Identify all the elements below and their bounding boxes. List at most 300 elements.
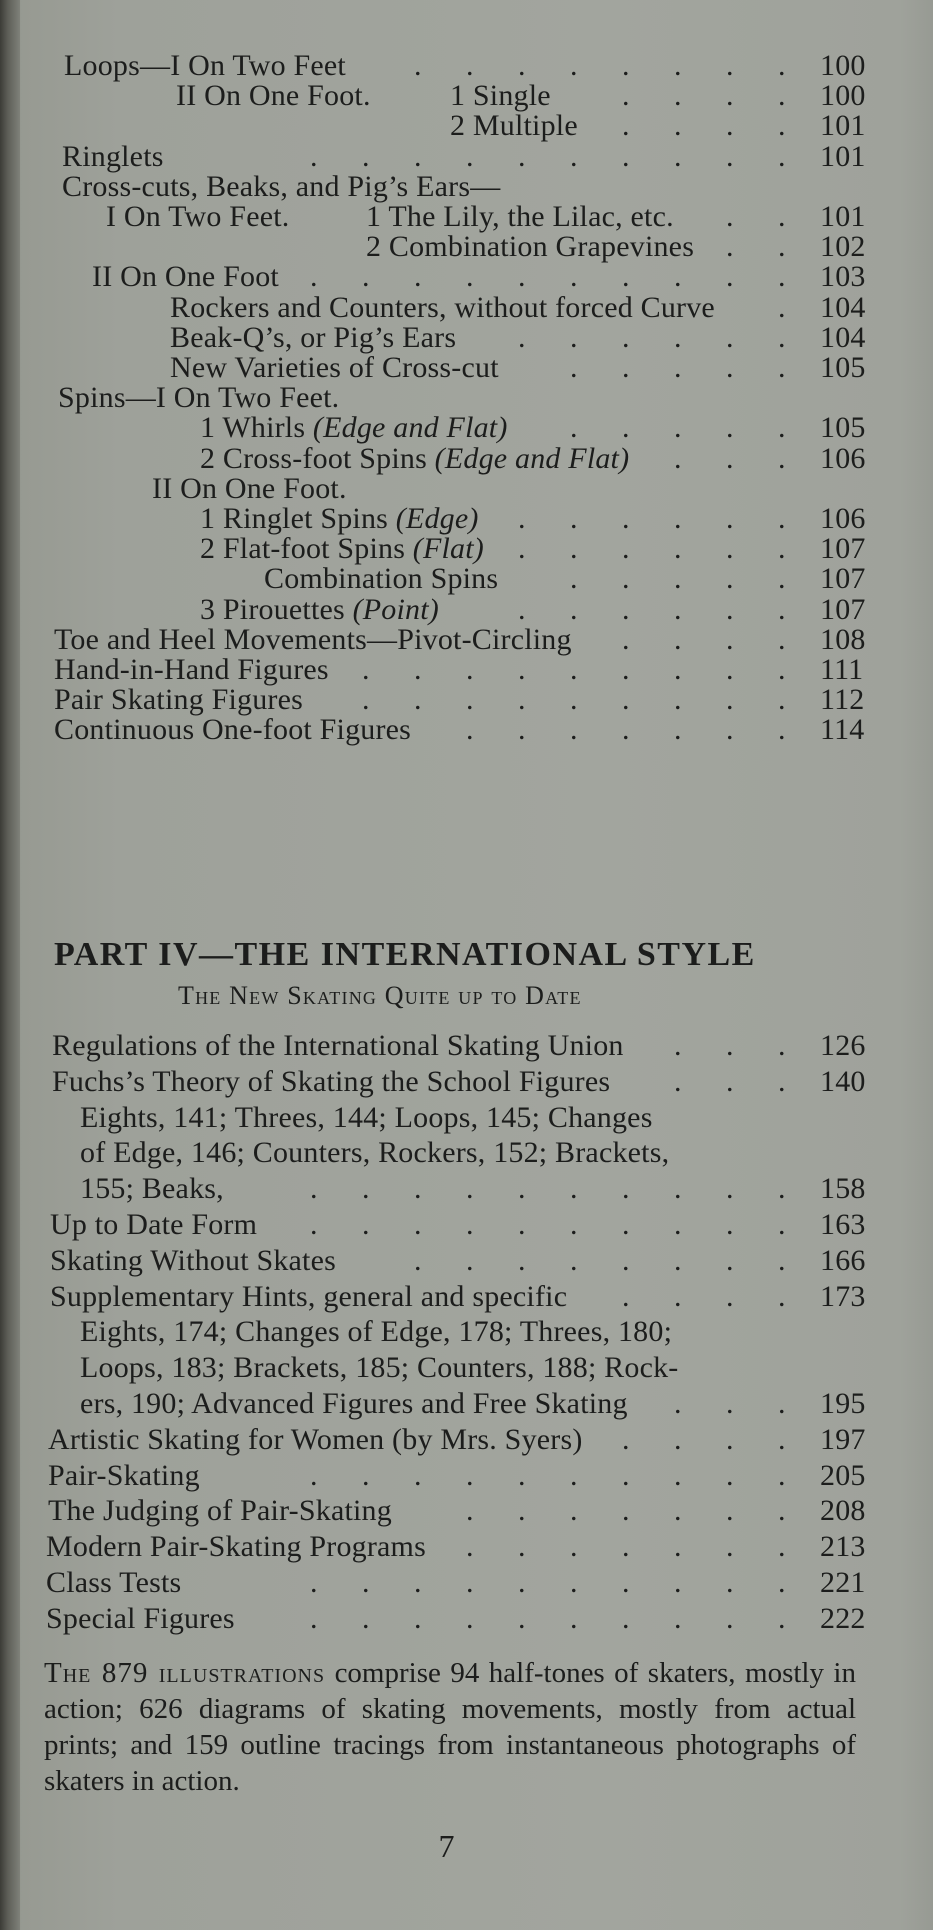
toc-entry-title: Class Tests <box>46 1566 182 1599</box>
illustrations-note <box>44 1655 856 1799</box>
toc-entry-title: Continuous One-foot Figures <box>54 713 412 747</box>
leader-dot: . <box>570 1601 578 1635</box>
leader-dot: . <box>674 1279 682 1313</box>
toc-entry-title: Toe and Heel Movements—Pivot-Circling <box>54 622 572 656</box>
leader-dot: . <box>622 260 630 294</box>
toc-entry-page: 102 <box>820 230 866 264</box>
toc-entry <box>0 1207 900 1243</box>
leader-dot: . <box>310 139 318 173</box>
toc-entry-subitem: 2 Combination Grapevines <box>366 230 695 264</box>
leader-dot: . <box>674 79 682 113</box>
illustrations-note-body: comprise 94 half-tones of skaters, mostly in action; 626 diagrams of skating movements, mostly from actual prints; and 159 outline tracings from instantaneous photographs of skaters in action. <box>44 1657 856 1797</box>
toc-entry <box>0 1422 900 1458</box>
leader-dot: . <box>414 653 422 686</box>
toc-entry <box>0 1386 900 1422</box>
toc-entry-title: Eights, 141; Threes, 144; Loops, 145; Changes <box>80 1100 653 1134</box>
toc-entry-title: Regulations of the International Skating Union <box>52 1029 624 1062</box>
leader-dot: . <box>622 139 630 173</box>
leader-dot: . <box>622 411 630 445</box>
leader-dot: . <box>622 1422 630 1456</box>
toc-entry-title: II On One Foot. <box>176 79 371 113</box>
leader-dot: . <box>622 1172 630 1206</box>
leader-dot: . <box>674 683 682 717</box>
toc-entry <box>0 1458 900 1494</box>
leader-dot: . <box>674 1387 682 1420</box>
leader-dot: . <box>622 683 630 717</box>
toc-entry-page: 197 <box>820 1422 866 1456</box>
leader-dot: . <box>466 1243 474 1277</box>
toc-entry-title: Spins—I On Two Feet. <box>58 381 340 415</box>
leader-dot: . <box>570 1530 578 1564</box>
leader-dot: . <box>466 1530 474 1564</box>
leader-dot: . <box>674 502 682 535</box>
leader-dot: . <box>674 532 682 566</box>
leader-dot: . <box>674 653 682 686</box>
leader-dot: . <box>778 1208 786 1241</box>
leader-dot: . <box>414 1243 422 1277</box>
leader-dot: . <box>622 1601 630 1635</box>
leader-dot: . <box>726 713 734 747</box>
leader-dot: . <box>726 532 734 566</box>
leader-dot: . <box>726 230 734 264</box>
toc-entry <box>0 1279 900 1315</box>
leader-dot: . <box>778 200 786 233</box>
leader-dot: . <box>362 1208 370 1241</box>
toc-entry-page: 108 <box>820 622 866 656</box>
leader-dot: . <box>674 592 682 626</box>
toc-entry <box>0 1171 900 1207</box>
toc-entry-page: 163 <box>820 1208 866 1241</box>
leader-dot: . <box>622 1494 630 1528</box>
toc-entry-page: 103 <box>820 260 866 294</box>
leader-dot: . <box>622 622 630 656</box>
leader-dot: . <box>570 260 578 294</box>
leader-dot: . <box>466 1458 474 1492</box>
leader-dot: . <box>778 1601 786 1635</box>
leader-dot: . <box>726 260 734 294</box>
toc-entry-subitem: 2 Multiple <box>450 109 578 143</box>
leader-dot: . <box>570 411 578 445</box>
leader-dot: . <box>570 1494 578 1528</box>
toc-entry-subitem: 1 The Lily, the Lilac, etc. <box>366 200 674 233</box>
leader-dot: . <box>726 49 734 82</box>
toc-entry-page: 213 <box>820 1530 866 1564</box>
leader-dot: . <box>414 1172 422 1206</box>
leader-dot: . <box>466 713 474 747</box>
leader-dot: . <box>674 1064 682 1098</box>
leader-dot: . <box>674 1172 682 1206</box>
leader-dot: . <box>778 1566 786 1599</box>
leader-dot: . <box>466 260 474 294</box>
toc-entry <box>0 1350 900 1386</box>
leader-dot: . <box>674 1494 682 1528</box>
toc-entry-title: Skating Without Skates <box>50 1243 336 1277</box>
leader-dot: . <box>518 532 526 566</box>
leader-dot: . <box>674 1243 682 1277</box>
toc-entry-title: Combination Spins <box>264 562 499 596</box>
leader-dot: . <box>726 1566 734 1599</box>
leader-dot: . <box>622 1566 630 1599</box>
leader-dot: . <box>466 683 474 717</box>
page-number: 7 <box>438 1828 455 1864</box>
leader-dot: . <box>726 622 734 656</box>
leader-dot: . <box>778 290 786 324</box>
toc-entry-page: 101 <box>820 139 866 173</box>
toc-entry-title: Modern Pair-Skating Programs <box>46 1530 426 1564</box>
leader-dot: . <box>674 1029 682 1062</box>
leader-dot: . <box>778 1387 786 1420</box>
leader-dot: . <box>674 320 682 354</box>
leader-dot: . <box>310 1458 318 1492</box>
toc-entry <box>0 712 900 748</box>
toc-entry <box>0 1565 900 1601</box>
toc-entry <box>0 1601 900 1637</box>
toc-entry <box>0 1243 900 1279</box>
toc-entry-title: Ringlets <box>62 139 164 173</box>
leader-dot: . <box>778 1530 786 1564</box>
toc-entry-page: 101 <box>820 200 866 233</box>
leader-dot: . <box>778 139 786 173</box>
leader-dot: . <box>518 1243 526 1277</box>
leader-dot: . <box>622 1458 630 1492</box>
leader-dot: . <box>622 320 630 354</box>
leader-dot: . <box>518 1601 526 1635</box>
leader-dot: . <box>466 653 474 686</box>
leader-dot: . <box>362 139 370 173</box>
leader-dot: . <box>726 441 734 475</box>
leader-dot: . <box>518 260 526 294</box>
leader-dot: . <box>622 1208 630 1241</box>
toc-entry-page: 104 <box>820 320 866 354</box>
leader-dot: . <box>310 1566 318 1599</box>
leader-dot: . <box>778 1279 786 1313</box>
leader-dot: . <box>778 1243 786 1277</box>
leader-dot: . <box>362 1601 370 1635</box>
toc-entry-page: 104 <box>820 290 866 324</box>
leader-dot: . <box>726 351 734 384</box>
leader-dot: . <box>726 1064 734 1098</box>
leader-dot: . <box>726 562 734 596</box>
toc-entry-page: 173 <box>820 1279 866 1313</box>
leader-dot: . <box>414 1566 422 1599</box>
toc-entry-title: Loops, 183; Brackets, 185; Counters, 188; Rock- <box>80 1351 679 1385</box>
leader-dot: . <box>570 320 578 354</box>
leader-dot: . <box>726 592 734 626</box>
leader-dot: . <box>466 49 474 82</box>
leader-dot: . <box>310 1208 318 1241</box>
leader-dot: . <box>622 532 630 566</box>
leader-dot: . <box>726 1243 734 1277</box>
leader-dot: . <box>778 1064 786 1098</box>
leader-dot: . <box>570 713 578 747</box>
leader-dot: . <box>778 320 786 354</box>
toc-entry-title: Pair Skating Figures <box>54 683 303 717</box>
leader-dot: . <box>622 562 630 596</box>
toc-entry-title: 2 Cross-foot Spins (Edge and Flat) <box>200 441 630 475</box>
leader-dot: . <box>726 1172 734 1206</box>
leader-dot: . <box>674 49 682 82</box>
toc-entry <box>0 1100 900 1136</box>
toc-entry-page: 140 <box>820 1064 866 1098</box>
leader-dot: . <box>726 411 734 445</box>
toc-entry-page: 105 <box>820 411 866 445</box>
leader-dot: . <box>674 1458 682 1492</box>
toc-entry-title: 3 Pirouettes (Point) <box>200 592 439 626</box>
leader-dot: . <box>518 320 526 354</box>
leader-dot: . <box>570 1208 578 1241</box>
toc-entry-page: 158 <box>820 1172 866 1206</box>
leader-dot: . <box>674 1208 682 1241</box>
part-heading: PART IV—THE INTERNATIONAL STYLE <box>54 936 756 973</box>
toc-entry-subitem: 1 Single <box>450 79 551 113</box>
leader-dot: . <box>518 1494 526 1528</box>
leader-dot: . <box>518 139 526 173</box>
leader-dot: . <box>778 1029 786 1062</box>
leader-dot: . <box>674 441 682 475</box>
leader-dot: . <box>622 653 630 686</box>
leader-dot: . <box>726 1279 734 1313</box>
leader-dot: . <box>726 1530 734 1564</box>
leader-dot: . <box>674 351 682 384</box>
leader-dot: . <box>674 1530 682 1564</box>
leader-dot: . <box>674 109 682 143</box>
leader-dot: . <box>518 49 526 82</box>
leader-dot: . <box>518 653 526 686</box>
leader-dot: . <box>570 683 578 717</box>
toc-entry-page: 105 <box>820 351 866 384</box>
leader-dot: . <box>570 351 578 384</box>
toc-entry-title: Artistic Skating for Women (by Mrs. Syers) <box>48 1422 583 1456</box>
leader-dot: . <box>726 139 734 173</box>
leader-dot: . <box>778 622 786 656</box>
leader-dot: . <box>778 1422 786 1456</box>
toc-entry-page: 107 <box>820 532 866 566</box>
leader-dot: . <box>414 683 422 717</box>
leader-dot: . <box>414 1601 422 1635</box>
leader-dot: . <box>778 683 786 717</box>
leader-dot: . <box>778 562 786 596</box>
toc-entry <box>0 1028 900 1064</box>
leader-dot: . <box>362 683 370 717</box>
toc-entry-page: 112 <box>820 683 865 717</box>
leader-dot: . <box>622 592 630 626</box>
leader-dot: . <box>778 411 786 445</box>
leader-dot: . <box>674 1601 682 1635</box>
leader-dot: . <box>570 49 578 82</box>
leader-dot: . <box>674 713 682 747</box>
leader-dot: . <box>414 49 422 82</box>
toc-entry-page: 106 <box>820 441 866 475</box>
leader-dot: . <box>518 713 526 747</box>
toc-entry-title: ers, 190; Advanced Figures and Free Skating <box>80 1387 628 1420</box>
leader-dot: . <box>570 502 578 535</box>
leader-dot: . <box>570 1566 578 1599</box>
toc-entry-title: Special Figures <box>46 1601 235 1635</box>
toc-entry-title: I On Two Feet. <box>106 200 290 233</box>
leader-dot: . <box>726 1494 734 1528</box>
leader-dot: . <box>726 1458 734 1492</box>
leader-dot: . <box>622 109 630 143</box>
leader-dot: . <box>414 1208 422 1241</box>
toc-entry-title: 2 Flat-foot Spins (Flat) <box>200 532 484 566</box>
leader-dot: . <box>674 1422 682 1456</box>
leader-dot: . <box>570 1243 578 1277</box>
leader-dot: . <box>362 260 370 294</box>
leader-dot: . <box>622 351 630 384</box>
toc-entry-qualifier: (Flat) <box>405 532 484 566</box>
toc-entry-page: 107 <box>820 592 866 626</box>
leader-dot: . <box>466 1566 474 1599</box>
leader-dot: . <box>570 1172 578 1206</box>
toc-entry-page: 114 <box>820 713 865 747</box>
toc-entry <box>0 1529 900 1565</box>
toc-entry-page: 100 <box>820 49 866 82</box>
leader-dot: . <box>570 592 578 626</box>
toc-entry-qualifier: (Edge) <box>388 502 479 535</box>
toc-entry-page: 205 <box>820 1458 866 1492</box>
toc-entry-title: Supplementary Hints, general and specific <box>50 1279 568 1313</box>
toc-entry <box>0 1493 900 1529</box>
leader-dot: . <box>674 260 682 294</box>
leader-dot: . <box>778 1172 786 1206</box>
leader-dot: . <box>726 109 734 143</box>
leader-dot: . <box>778 260 786 294</box>
toc-entry-title: of Edge, 146; Counters, Rockers, 152; Brackets, <box>80 1136 670 1170</box>
leader-dot: . <box>778 713 786 747</box>
leader-dot: . <box>310 1601 318 1635</box>
toc-entry-page: 101 <box>820 109 866 143</box>
leader-dot: . <box>622 1243 630 1277</box>
leader-dot: . <box>622 79 630 113</box>
toc-entry-qualifier: (Edge and Flat) <box>426 441 630 475</box>
toc-entry <box>0 1064 900 1100</box>
leader-dot: . <box>622 1279 630 1313</box>
toc-entry-page: 107 <box>820 562 866 596</box>
leader-dot: . <box>726 1387 734 1420</box>
leader-dot: . <box>310 260 318 294</box>
leader-dot: . <box>778 49 786 82</box>
toc-entry-title: Beak-Q’s, or Pig’s Ears <box>170 320 457 354</box>
leader-dot: . <box>414 260 422 294</box>
toc-entry-page: 106 <box>820 502 866 535</box>
leader-dot: . <box>726 683 734 717</box>
leader-dot: . <box>518 1566 526 1599</box>
leader-dot: . <box>726 1422 734 1456</box>
toc-entry-title: Pair-Skating <box>48 1458 200 1492</box>
leader-dot: . <box>726 79 734 113</box>
leader-dot: . <box>726 1601 734 1635</box>
leader-dot: . <box>518 1530 526 1564</box>
leader-dot: . <box>466 1601 474 1635</box>
leader-dot: . <box>778 230 786 264</box>
leader-dot: . <box>726 320 734 354</box>
leader-dot: . <box>778 653 786 686</box>
leader-dot: . <box>778 79 786 113</box>
leader-dot: . <box>518 1458 526 1492</box>
leader-dot: . <box>362 1172 370 1206</box>
toc-entry-qualifier: (Edge and Flat) <box>305 411 508 445</box>
toc-entry-title: II On One Foot. <box>152 471 347 505</box>
leader-dot: . <box>570 562 578 596</box>
leader-dot: . <box>726 653 734 686</box>
leader-dot: . <box>466 1172 474 1206</box>
toc-entry <box>0 1314 900 1350</box>
leader-dot: . <box>622 713 630 747</box>
leader-dot: . <box>778 592 786 626</box>
toc-entry-page: 195 <box>820 1387 866 1420</box>
leader-dot: . <box>674 139 682 173</box>
toc-entry-title: Eights, 174; Changes of Edge, 178; Threes, 180; <box>80 1315 673 1349</box>
leader-dot: . <box>518 502 526 535</box>
toc-entry-title: Fuchs’s Theory of Skating the School Figures <box>52 1064 611 1098</box>
leader-dot: . <box>570 139 578 173</box>
leader-dot: . <box>726 1029 734 1062</box>
leader-dot: . <box>778 502 786 535</box>
leader-dot: . <box>518 683 526 717</box>
toc-entry-page: 221 <box>820 1566 866 1599</box>
leader-dot: . <box>674 411 682 445</box>
toc-entry-title: The Judging of Pair-Skating <box>48 1494 392 1528</box>
toc-entry-title: 1 Ringlet Spins (Edge) <box>200 502 479 535</box>
toc-entry-title: Loops—I On Two Feet <box>64 49 346 82</box>
toc-entry-title: Up to Date Form <box>50 1208 258 1241</box>
leader-dot: . <box>362 1566 370 1599</box>
leader-dot: . <box>518 1208 526 1241</box>
leader-dot: . <box>778 1458 786 1492</box>
leader-dot: . <box>362 653 370 686</box>
toc-entry-qualifier: (Point) <box>344 592 439 626</box>
leader-dot: . <box>778 532 786 566</box>
leader-dot: . <box>726 1208 734 1241</box>
leader-dot: . <box>570 532 578 566</box>
toc-entry-page: 126 <box>820 1029 866 1062</box>
leader-dot: . <box>726 502 734 535</box>
toc-entry <box>0 1135 900 1171</box>
leader-dot: . <box>518 592 526 626</box>
leader-dot: . <box>570 653 578 686</box>
leader-dot: . <box>466 1208 474 1241</box>
illustrations-note-lead: The 879 illustrations <box>44 1657 326 1689</box>
toc-entry-title: Cross-cuts, Beaks, and Pig’s Ears— <box>62 169 501 203</box>
toc-entry-title: Rockers and Counters, without forced Curve <box>170 290 715 324</box>
leader-dot: . <box>518 1172 526 1206</box>
toc-entry-page: 111 <box>820 653 864 686</box>
leader-dot: . <box>622 1530 630 1564</box>
leader-dot: . <box>778 1494 786 1528</box>
leader-dot: . <box>570 1458 578 1492</box>
leader-dot: . <box>362 1458 370 1492</box>
leader-dot: . <box>778 351 786 384</box>
part-subheading: The New Skating Quite up to Date <box>178 981 582 1010</box>
toc-entry-title: II On One Foot <box>92 260 279 294</box>
leader-dot: . <box>622 49 630 82</box>
leader-dot: . <box>674 1566 682 1599</box>
leader-dot: . <box>778 109 786 143</box>
leader-dot: . <box>310 1172 318 1206</box>
leader-dot: . <box>778 441 786 475</box>
toc-entry-title: Hand-in-Hand Figures <box>54 653 329 686</box>
toc-entry-page: 208 <box>820 1494 866 1528</box>
toc-entry-page: 166 <box>820 1243 866 1277</box>
toc-entry-title: 155; Beaks, <box>80 1172 224 1206</box>
toc-entry-title: 1 Whirls (Edge and Flat) <box>200 411 508 445</box>
leader-dot: . <box>674 622 682 656</box>
toc-entry-title: New Varieties of Cross-cut <box>170 351 499 384</box>
leader-dot: . <box>726 200 734 233</box>
leader-dot: . <box>622 502 630 535</box>
toc-entry-page: 100 <box>820 79 866 113</box>
toc-entry-page: 222 <box>820 1601 866 1635</box>
